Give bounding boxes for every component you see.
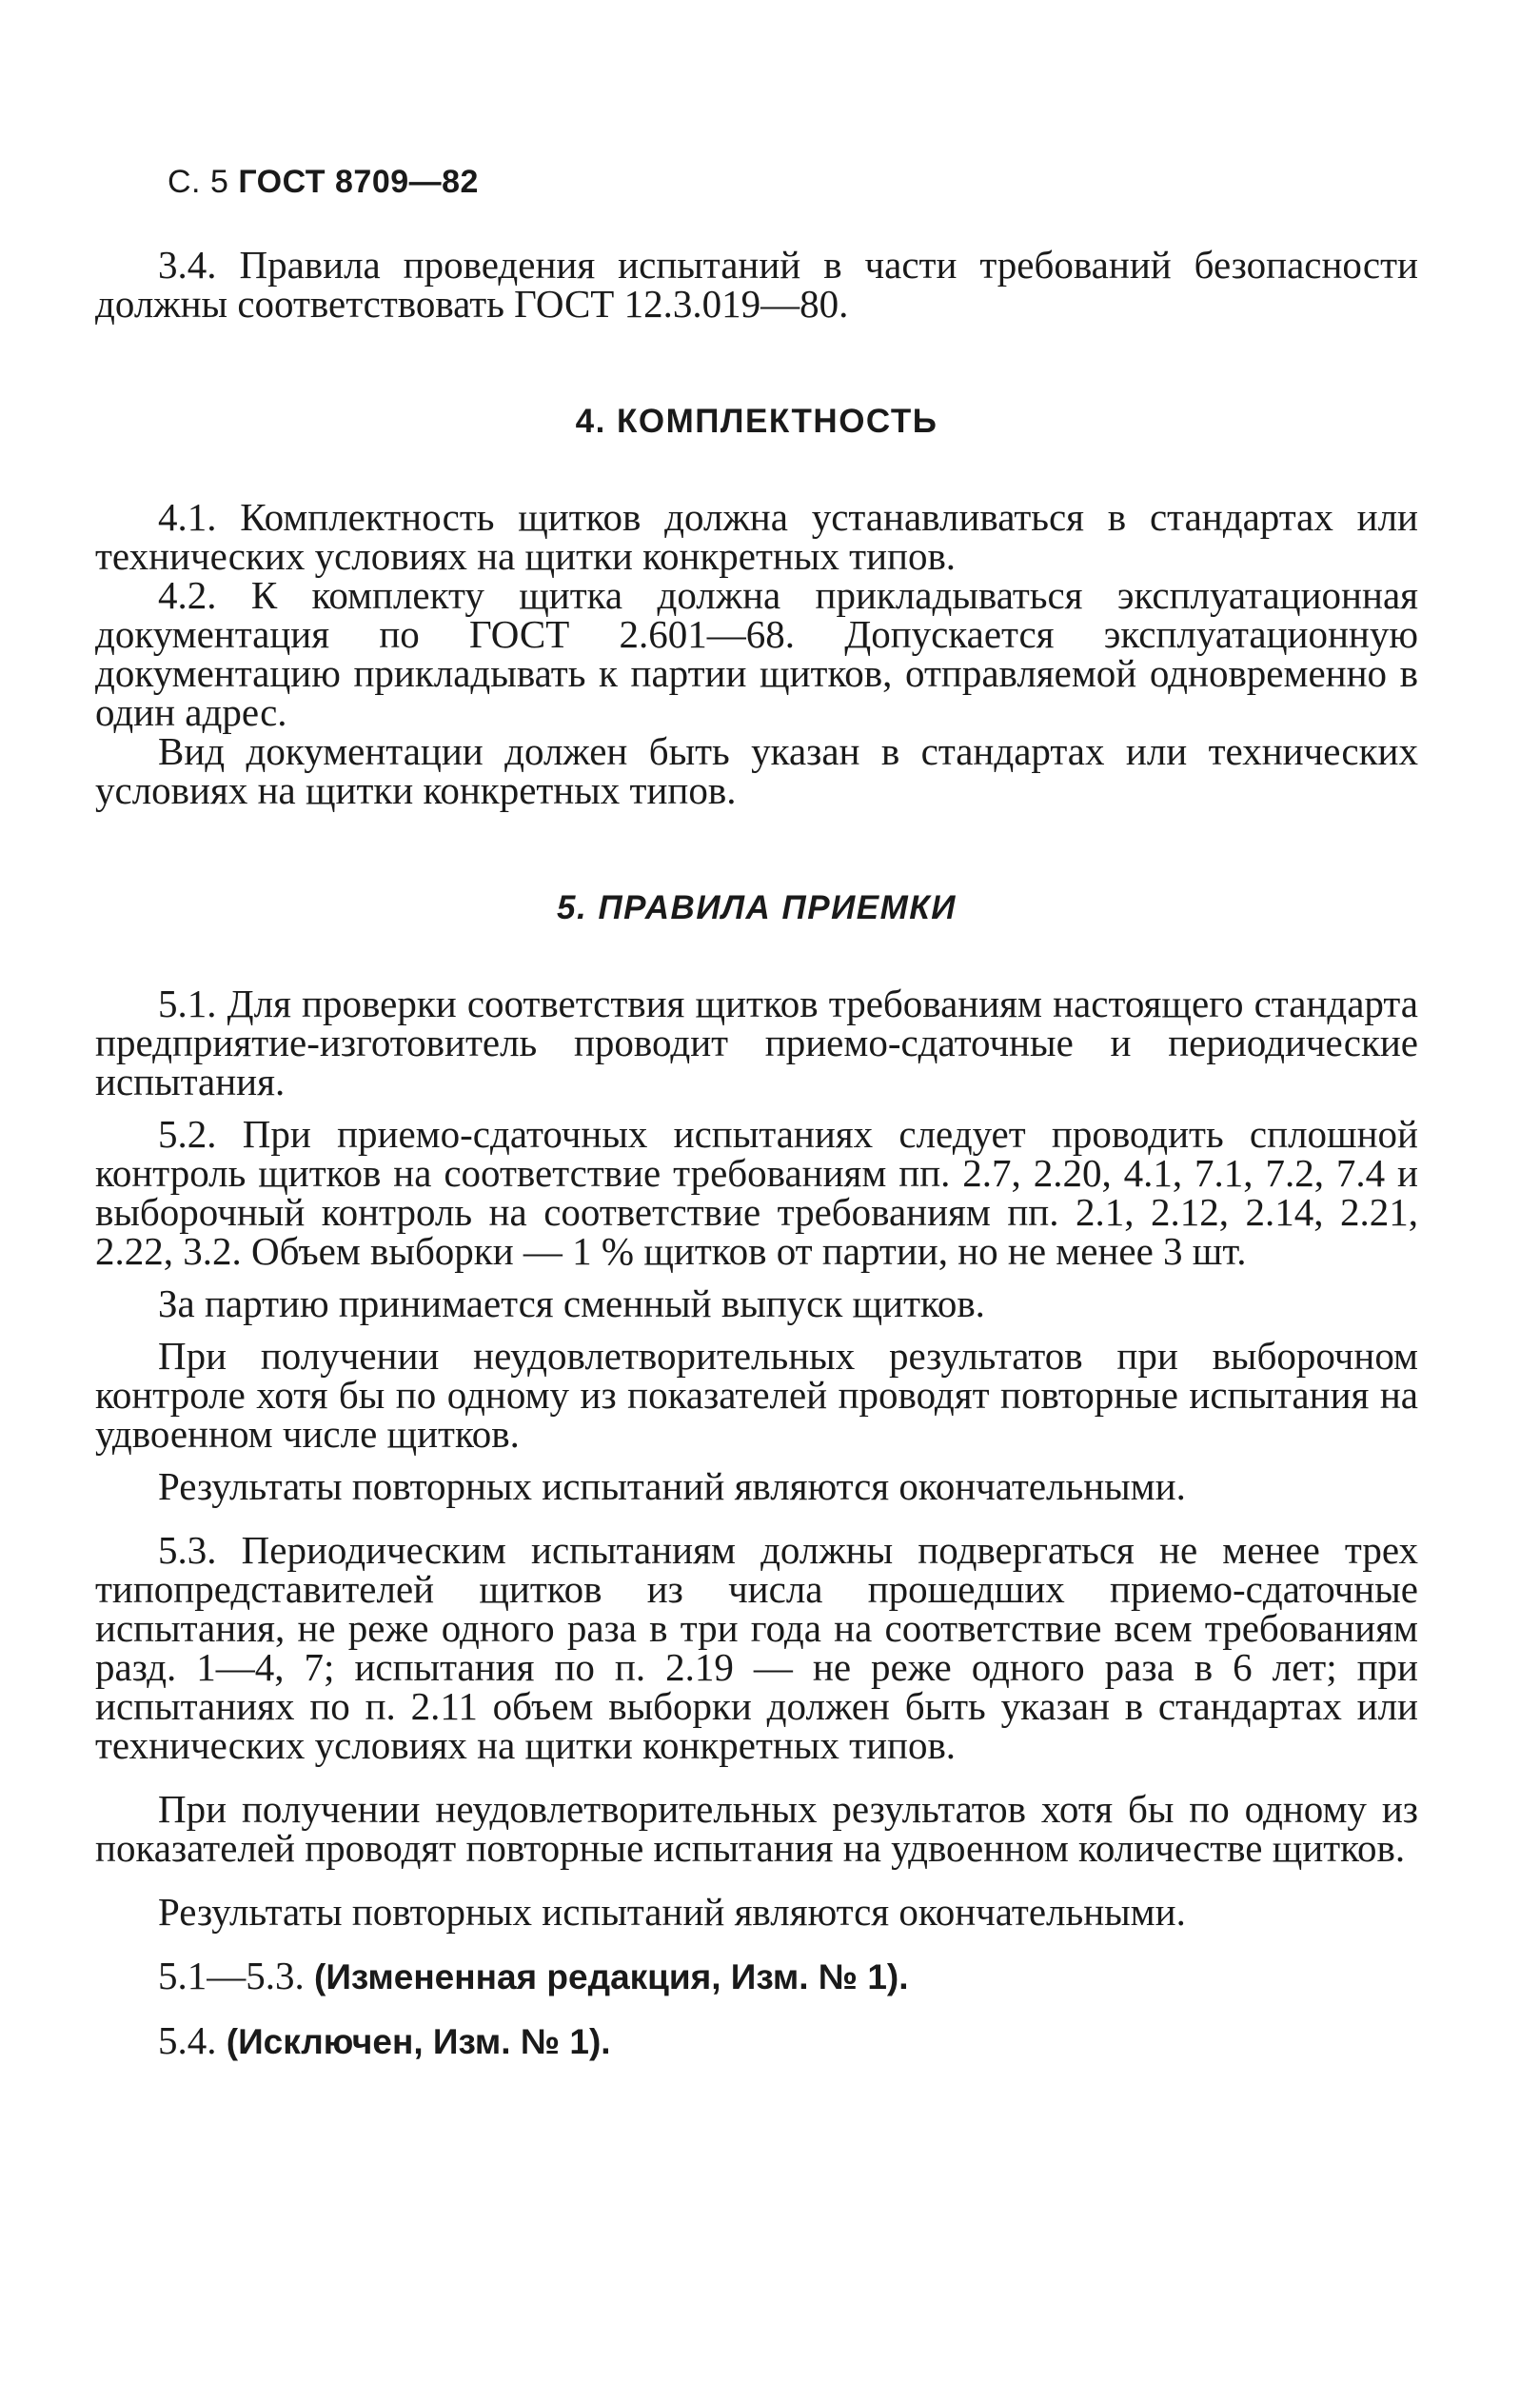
document-body	[95, 243, 1418, 2062]
paragraph-3-4: 3.4. Правила проведения испытаний в части требований безопасности должны соответствовать ГОСТ 12.3.019—80.	[95, 243, 1418, 326]
amendment-note-2	[95, 2018, 1418, 2062]
amendment-note-1-ref: 5.1—5.3.	[158, 1954, 305, 1997]
page-number: С. 5	[168, 164, 229, 200]
amendment-note-1	[95, 1956, 1418, 1996]
paragraph-5-3-final: Результаты повторных испытаний являются окончательными.	[158, 1890, 1186, 1934]
paragraph-5-2-retest: При получении неудовлетворительных результатов при выборочном контроле хотя бы по одному из показателей проводят повторные испытания на удвоенном числе щитков.	[95, 1334, 1418, 1456]
page-header	[168, 164, 479, 201]
amendment-note-1-text: (Измененная редакция, Изм. № 1).	[314, 1957, 909, 1996]
standard-code: ГОСТ 8709—82	[238, 164, 479, 200]
paragraph-5-3-retest: При получении неудовлетворительных результатов хотя бы по одному из показателей проводят повторные испытания на удвоенном количестве щитков.	[95, 1787, 1418, 1870]
paragraph-4-2: 4.2. К комплекту щитка должна прикладываться эксплуатационная документация по ГОСТ 2.601—68. Допускается эксплуатационную документацию прикладывать к партии щитков, отправляемой одновременно в один адрес.	[95, 573, 1418, 734]
section-title-5: 5. ПРАВИЛА ПРИЕМКИ	[557, 889, 957, 926]
paragraph-5-2: 5.2. При приемо-сдаточных испытаниях следует проводить сплошной контроль щитков на соответствие требованиям пп. 2.7, 2.20, 4.1, 7.1, 7.2, 7.4 и выборочный контроль на соответствие требованиям пп. 2.1, 2.12, 2.14, 2.21, 2.22, 3.2. Объем выборки — 1 % щитков от партии, но не менее 3 шт.	[95, 1112, 1418, 1273]
amendment-note-2-ref: 5.4.	[158, 2018, 217, 2062]
section-title-4: 4. КОМПЛЕКТНОСТЬ	[575, 403, 938, 440]
paragraph-5-1: 5.1. Для проверки соответствия щитков требованиям настоящего стандарта предприятие-изготовитель проводит приемо-сдаточные и периодические испытания.	[95, 982, 1418, 1103]
paragraph-4-2-doc-type: Вид документации должен быть указан в стандартах или технических условиях на щитки конкретных типов.	[95, 729, 1418, 812]
paragraph-5-2-final: Результаты повторных испытаний являются окончательными.	[158, 1464, 1186, 1508]
amendment-note-2-text: (Исключен, Изм. № 1).	[226, 2022, 611, 2061]
paragraph-4-1: 4.1. Комплектность щитков должна устанавливаться в стандартах или технических условиях на щитки конкретных типов.	[95, 495, 1418, 578]
paragraph-5-3: 5.3. Периодическим испытаниям должны подвергаться не менее трех типопредставителей щитков из числа прошедших приемо-сдаточные испытания, не реже одного раза в три года на соответствие всем требованиям разд. 1—4, 7; испытания по п. 2.19 — не реже одного раза в 6 лет; при испытаниях по п. 2.11 объем выборки должен быть указан в стандартах или технических условиях на щитки конкретных типов.	[95, 1528, 1418, 1767]
paragraph-5-2-lot: За партию принимается сменный выпуск щитков.	[158, 1281, 985, 1325]
